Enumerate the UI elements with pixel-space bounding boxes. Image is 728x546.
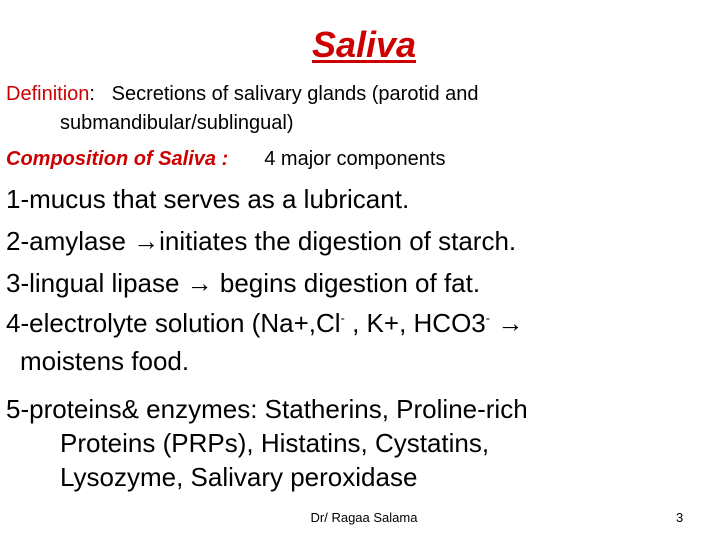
list-item-amylase: 2-amylase →initiates the digestion of starch. — [6, 226, 517, 256]
list-item-electrolyte — [6, 308, 523, 339]
list-item-mucus: 1-mucus that serves as a lubricant. — [6, 184, 410, 214]
electrolyte-text-a: 4-electrolyte solution (Na+,Cl — [6, 308, 341, 338]
page-number: 3 — [676, 510, 684, 525]
composition-value: 4 major components — [264, 148, 446, 170]
list-item-electrolyte-continued: moistens food. — [20, 346, 190, 376]
electrolyte-text-b: , K+, HCO3 — [344, 308, 486, 338]
chloride-charge: - — [340, 310, 345, 326]
list-item-proteins-continued-2: Lysozyme, Salivary peroxidase — [60, 462, 418, 492]
definition-colon: : — [89, 83, 95, 105]
composition-label: Composition of Saliva : — [6, 148, 229, 170]
list-item-proteins-continued-1: Proteins (PRPs), Histatins, Cystatins, — [60, 428, 490, 458]
slide-title: Saliva — [311, 24, 417, 65]
bicarbonate-charge: - — [485, 310, 491, 326]
composition-line — [6, 148, 445, 171]
definition-text-continued: submandibular/sublingual) — [60, 112, 294, 134]
list-item-proteins: 5-proteins& enzymes: Statherins, Proline-rich — [6, 394, 528, 424]
definition-line — [6, 82, 479, 106]
list-item-lipase: 3-lingual lipase → begins digestion of fat. — [6, 268, 481, 298]
footer-author: Dr/ Ragaa Salama — [310, 510, 418, 525]
definition-label: Definition — [6, 83, 90, 105]
definition-text: Secretions of salivary glands (parotid and — [111, 83, 479, 105]
electrolyte-arrow: → — [490, 308, 524, 338]
